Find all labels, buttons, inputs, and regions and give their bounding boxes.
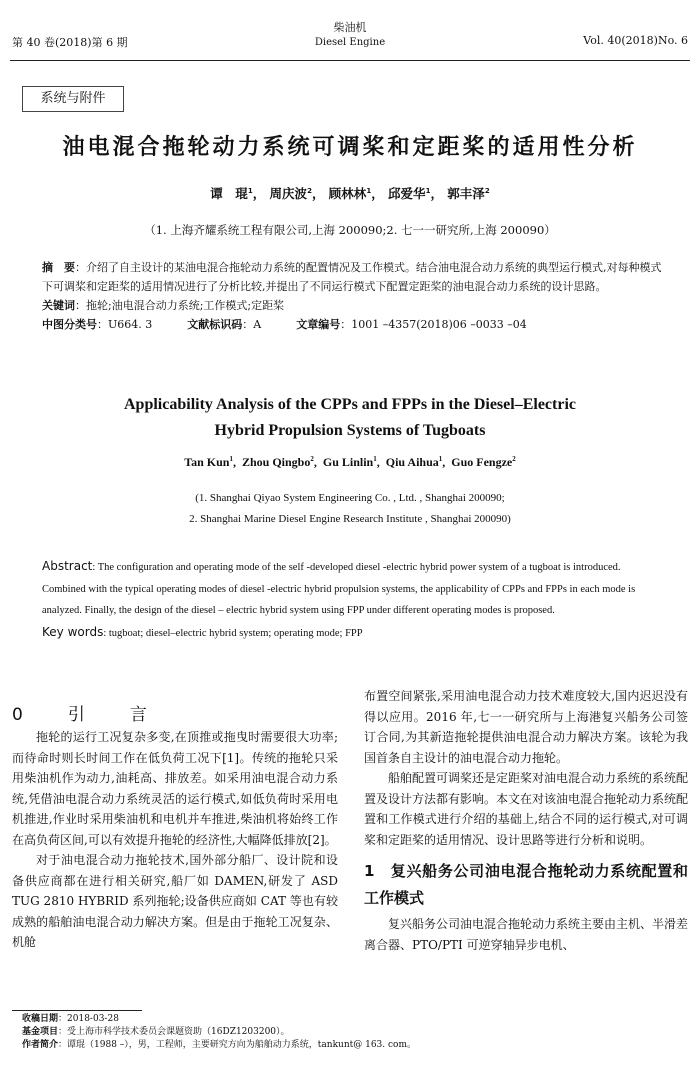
- author-affil-sup: 1: [373, 455, 377, 463]
- article-number: 1001 –4357(2018)06 –0033 –04: [351, 318, 527, 331]
- author-affil-sup: 1: [229, 455, 233, 463]
- author-bio: 谭琨（1988 –），男，工程师，主要研究方向为船舶动力系统，tankunt@ 163. com。: [67, 1040, 416, 1050]
- footnote-divider: [12, 1010, 142, 1011]
- author-name: 周庆波: [269, 186, 308, 201]
- keywords-label-en: Key words: [42, 624, 104, 639]
- body-paragraph: 布置空间紧张,采用油电混合动力技术难度较大,国内迟迟没有得以应用。2016 年,七一一研究所与上海港复兴船务公司签订合同,为其新造拖轮提供油电混合动力解决方案。该轮为我国首条自主设计的油电混合动力拖轮。: [364, 689, 688, 765]
- affiliation-en-line2: 2. Shanghai Marine Diesel Engine Research Institute , Shanghai 200090): [189, 513, 511, 525]
- received-label: 收稿日期: [22, 1014, 59, 1024]
- author-name: Zhou Qingbo: [241, 455, 311, 469]
- abstract-text-cn: 介绍了自主设计的某油电混合拖轮动力系统的配置情况及工作模式。结合油电混合动力系统的典型运行模式,对每种模式下可调桨和定距桨的适用情况进行了分析比较,并提出了不同运行模式下配置定距桨的油电混合动力系统的设计思路。: [42, 261, 662, 293]
- author-name: Qiu Aihua: [385, 455, 439, 469]
- paper-title-en: [0, 392, 700, 444]
- keywords-en: tugboat; diesel–electric hybrid system; operating mode; FPP: [108, 627, 363, 639]
- body-paragraph: 对于油电混合动力拖轮技术,国外部分船厂、设计院和设备供应商都在进行相关研究,船厂如 DAMEN,研发了 ASD TUG 2810 HYBRID 系列拖轮;设备供应商如 CAT 等也有较成熟的船舶油电混合动力解决方案。但是由于拖轮工况复杂、机舱: [12, 853, 338, 949]
- body-column-left: [12, 727, 338, 953]
- author-name: Tan Kun: [184, 455, 230, 469]
- body-paragraph: 复兴船务公司油电混合拖轮动力系统主要由主机、半滑差离合器、PTO/PTI 可逆穿轴异步电机、: [364, 917, 689, 952]
- body-column-right: [364, 686, 688, 955]
- author-affil-sup: 2: [307, 186, 312, 195]
- clc-number: U664. 3: [108, 318, 153, 331]
- section-label: 系统与附件: [22, 86, 124, 112]
- section-heading-1: 1 复兴船务公司油电混合拖轮动力系统配置和工作模式: [364, 862, 688, 907]
- article-number-label: 文章编号: [296, 318, 341, 331]
- header-divider: [10, 60, 690, 61]
- author-list-cn: 谭 琨$^1$， 周庆波$^2$， 顾林林$^1$， 邱爱华$^1$， 郭丰泽$^2$: [210, 186, 490, 201]
- affiliation-en: [0, 488, 700, 530]
- author-bio-label: 作者简介: [22, 1040, 59, 1050]
- paper-title-en-line1: Applicability Analysis of the CPPs and FPPs in the Diesel–Electric: [124, 396, 576, 413]
- footnotes: 收稿日期：2018-03-28 基金项目：受上海市科学技术委员会课题资助（16DZ1203200）。 作者简介：谭琨（1988 –），男，工程师，主要研究方向为船舶动力系统，tankunt@ 163. com。: [22, 1014, 416, 1050]
- author-list-en: Tan Kun$^1$, Zhou Qingbo$^2$, Gu Linlin$^1$, Qiu Aihua$^1$, Guo Fengze$^2$: [184, 455, 516, 469]
- affiliation-cn: （1. 上海齐耀系统工程有限公司,上海 200090;2. 七一一研究所,上海 200090）: [144, 223, 556, 237]
- journal-name-cn: 柴油机: [333, 21, 367, 34]
- author-affil-sup: 1: [366, 186, 372, 195]
- keywords-cn: 拖轮;油电混合动力系统;工作模式;定距桨: [86, 299, 285, 312]
- doc-code-label: 文献标识码: [187, 318, 243, 331]
- author-affil-sup: 2: [310, 455, 314, 463]
- fund-label: 基金项目: [22, 1027, 59, 1037]
- paper-title-en-line2: Hybrid Propulsion Systems of Tugboats: [214, 422, 486, 439]
- keywords-label-cn: 关键词: [42, 299, 75, 312]
- journal-volume-en: Vol. 40(2018)No. 6: [583, 34, 688, 47]
- section-heading-0: 0 引 言: [12, 705, 161, 725]
- abstract-en: Abstract: The configuration and operating mode of the self -developed diesel -electric hybrid power system of a tugboat is introduced. Combined with the typical operating modes of diesel -electric hybrid propulsion systems, the applicability of CPPs and FPPs in each mode is analyzed. Finally, the design of the diesel – electric hybrid system using FPP under different operating modes is proposed. Key words: tugboat; diesel–electric hybrid system; operating mode; FPP: [42, 559, 636, 639]
- fund-text: 受上海市科学技术委员会课题资助（16DZ1203200）。: [67, 1027, 290, 1037]
- abstract-text-en: The configuration and operating mode of the self -developed diesel -electric hybrid power system of a tugboat is introduced. Combined with the typical operating modes of diesel -electric hybrid propulsion systems, the applicability of CPPs and FPPs in each mode is analyzed. Finally, the design of the diesel – electric hybrid system using FPP under different operating modes is proposed.: [42, 562, 636, 616]
- author-affil-sup: 1: [438, 455, 443, 463]
- body-paragraph: 拖轮的运行工况复杂多变,在顶推或拖曳时需要很大功率;而待命时则长时间工作在低负荷工况下[1]。传统的拖轮只采用柴油机作为动力,油耗高、排放差。如采用油电混合动力系统,凭借油电混合动力系统灵活的运行模式,如低负荷时采用电机推进,作业时采用柴油机和电机并车推进,柴油机将始终工作在高负荷区间,可以有效提升拖轮的经济性,大幅降低排放[2]。: [12, 730, 338, 847]
- author-affil-sup: 1: [247, 186, 253, 195]
- author-affil-sup: 2: [512, 455, 516, 463]
- body-paragraph: 船舶配置可调桨还是定距桨对油电混合动力系统的系统配置及设计方法都有影响。本文在对该油电混合拖轮动力系统配置和工作模式进行介绍的基础上,结合不同的运行模式,对可调桨和定距桨的适用情况、设计思路等进行分析和说明。: [364, 771, 689, 847]
- journal-name-en: Diesel Engine: [314, 37, 386, 48]
- abstract-label-en: Abstract: [42, 559, 93, 573]
- author-name: 顾林林: [328, 186, 367, 201]
- author-affil-sup: 1: [425, 186, 431, 195]
- author-name: 郭丰泽: [447, 186, 485, 201]
- journal-volume-cn: 第 40 卷(2018)第 6 期: [12, 36, 128, 49]
- received-date: 2018-03-28: [67, 1014, 119, 1024]
- author-affil-sup: 2: [484, 186, 490, 195]
- doc-code: A: [253, 318, 262, 331]
- abstract-label-cn: 摘 要: [42, 261, 75, 274]
- abstract-cn: 摘 要：介绍了自主设计的某油电混合拖轮动力系统的配置情况及工作模式。结合油电混合动力系统的典型运行模式,对每种模式下可调桨和定距桨的适用情况进行了分析比较,并提出了不同运行模式下配置定距桨的油电混合动力系统的设计思路。 关键词：拖轮;油电混合动力系统;工作模式;定距桨 中图分类号：U664. 3 文献标识码：A 文章编号：1001 –4357(2018)06 –0033 –04: [42, 261, 662, 331]
- author-name: 邱爱华: [388, 186, 426, 201]
- author-name: Guo Fengze: [451, 455, 513, 469]
- affiliation-en-line1: (1. Shanghai Qiyao System Engineering Co. , Ltd. , Shanghai 200090;: [195, 492, 505, 504]
- paper-title-cn: 油电混合拖轮动力系统可调桨和定距桨的适用性分析: [62, 135, 638, 160]
- clc-label: 中图分类号: [42, 318, 97, 331]
- author-name: 谭 琨: [210, 186, 248, 201]
- author-name: Gu Linlin: [322, 455, 374, 469]
